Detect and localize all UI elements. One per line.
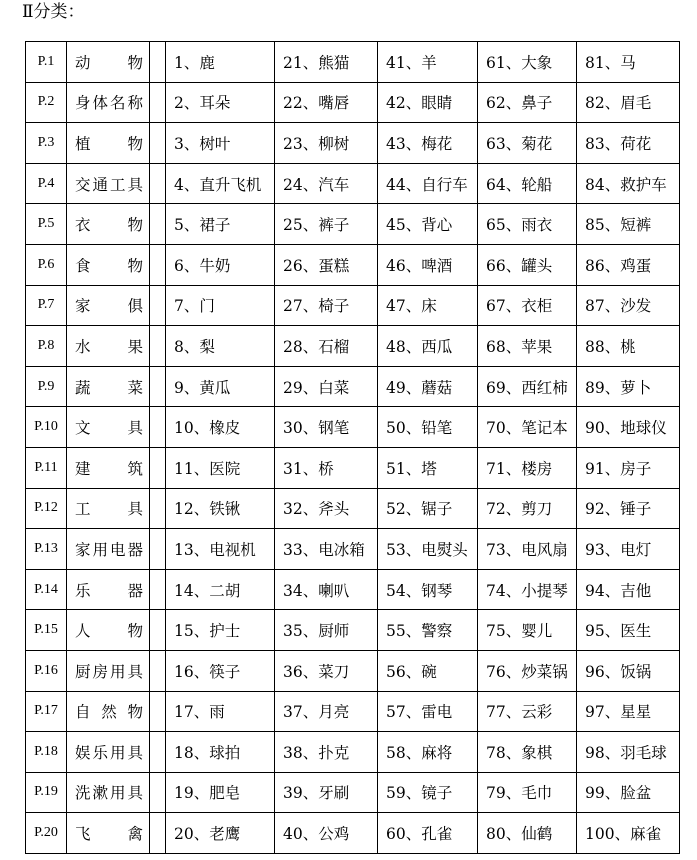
word-cell: 47、床 xyxy=(378,285,478,326)
word-cell: 3、树叶 xyxy=(166,123,275,164)
spacer-cell xyxy=(150,204,166,245)
word-cell: 95、医生 xyxy=(577,610,680,651)
word-cell: 65、雨衣 xyxy=(478,204,577,245)
category-name: 食 物 xyxy=(75,256,143,275)
category-name-cell xyxy=(67,326,150,367)
category-code: P.19 xyxy=(26,772,67,813)
word-cell: 22、嘴唇 xyxy=(275,82,378,123)
category-code: P.14 xyxy=(26,569,67,610)
word-cell: 36、菜刀 xyxy=(275,650,378,691)
word-cell: 19、肥皂 xyxy=(166,772,275,813)
category-name: 工 具 xyxy=(75,500,143,519)
category-name-cell xyxy=(67,569,150,610)
word-cell: 13、电视机 xyxy=(166,529,275,570)
category-code: P.12 xyxy=(26,488,67,529)
category-code: P.2 xyxy=(26,82,67,123)
category-name: 家 用 电 器 xyxy=(75,540,143,559)
word-cell: 92、锤子 xyxy=(577,488,680,529)
word-cell: 90、地球仪 xyxy=(577,407,680,448)
word-cell: 28、石榴 xyxy=(275,326,378,367)
spacer-cell xyxy=(150,610,166,651)
word-cell: 88、桃 xyxy=(577,326,680,367)
word-cell: 57、雷电 xyxy=(378,691,478,732)
word-cell: 43、梅花 xyxy=(378,123,478,164)
table-row xyxy=(26,488,680,529)
spacer-cell xyxy=(150,772,166,813)
word-cell: 70、笔记本 xyxy=(478,407,577,448)
category-name-cell xyxy=(67,691,150,732)
word-cell: 15、护士 xyxy=(166,610,275,651)
category-name: 厨 房 用 具 xyxy=(75,662,143,681)
category-name-cell xyxy=(67,732,150,773)
word-cell: 79、毛巾 xyxy=(478,772,577,813)
word-cell: 80、仙鹤 xyxy=(478,813,577,854)
word-cell: 37、月亮 xyxy=(275,691,378,732)
word-cell: 11、医院 xyxy=(166,447,275,488)
section-heading: Ⅱ分类： xyxy=(22,2,85,22)
table-row xyxy=(26,407,680,448)
word-cell: 42、眼睛 xyxy=(378,82,478,123)
table-row xyxy=(26,326,680,367)
word-cell: 32、斧头 xyxy=(275,488,378,529)
spacer-cell xyxy=(150,244,166,285)
category-code: P.1 xyxy=(26,42,67,83)
word-cell: 40、公鸡 xyxy=(275,813,378,854)
category-name: 建 筑 xyxy=(75,459,143,478)
word-cell: 30、钢笔 xyxy=(275,407,378,448)
category-name-cell xyxy=(67,447,150,488)
category-name: 水 果 xyxy=(75,337,143,356)
word-cell: 84、救护车 xyxy=(577,163,680,204)
word-cell: 33、电冰箱 xyxy=(275,529,378,570)
word-cell: 83、荷花 xyxy=(577,123,680,164)
category-code: P.3 xyxy=(26,123,67,164)
word-cell: 60、孔雀 xyxy=(378,813,478,854)
word-cell: 6、牛奶 xyxy=(166,244,275,285)
category-name: 蔬 菜 xyxy=(75,378,143,397)
word-cell: 23、柳树 xyxy=(275,123,378,164)
classification-table xyxy=(25,41,680,854)
word-cell: 76、炒菜锅 xyxy=(478,650,577,691)
category-name-cell xyxy=(67,82,150,123)
word-cell: 49、蘑菇 xyxy=(378,366,478,407)
spacer-cell xyxy=(150,163,166,204)
word-cell: 94、吉他 xyxy=(577,569,680,610)
spacer-cell xyxy=(150,691,166,732)
word-cell: 45、背心 xyxy=(378,204,478,245)
table-row xyxy=(26,610,680,651)
category-code: P.16 xyxy=(26,650,67,691)
word-cell: 18、球拍 xyxy=(166,732,275,773)
category-name-cell xyxy=(67,244,150,285)
word-cell: 16、筷子 xyxy=(166,650,275,691)
word-cell: 39、牙刷 xyxy=(275,772,378,813)
word-cell: 35、厨师 xyxy=(275,610,378,651)
word-cell: 44、自行车 xyxy=(378,163,478,204)
table-row xyxy=(26,163,680,204)
word-cell: 26、蛋糕 xyxy=(275,244,378,285)
table-row xyxy=(26,813,680,854)
category-name-cell xyxy=(67,813,150,854)
category-name-cell xyxy=(67,285,150,326)
spacer-cell xyxy=(150,488,166,529)
category-name: 文 具 xyxy=(75,419,143,438)
word-cell: 67、衣柜 xyxy=(478,285,577,326)
word-cell: 61、大象 xyxy=(478,42,577,83)
word-cell: 20、老鹰 xyxy=(166,813,275,854)
category-name: 飞 禽 xyxy=(75,825,143,844)
category-name-cell xyxy=(67,42,150,83)
word-cell: 78、象棋 xyxy=(478,732,577,773)
word-cell: 56、碗 xyxy=(378,650,478,691)
word-cell: 86、鸡蛋 xyxy=(577,244,680,285)
category-name: 自 然 物 xyxy=(75,703,143,722)
category-code: P.9 xyxy=(26,366,67,407)
word-cell: 93、电灯 xyxy=(577,529,680,570)
word-cell: 14、二胡 xyxy=(166,569,275,610)
word-cell: 97、星星 xyxy=(577,691,680,732)
word-cell: 1、鹿 xyxy=(166,42,275,83)
spacer-cell xyxy=(150,407,166,448)
spacer-cell xyxy=(150,813,166,854)
category-name-cell xyxy=(67,366,150,407)
spacer-cell xyxy=(150,366,166,407)
word-cell: 25、裤子 xyxy=(275,204,378,245)
word-cell: 4、直升飞机 xyxy=(166,163,275,204)
category-code: P.11 xyxy=(26,447,67,488)
word-cell: 100、麻雀 xyxy=(577,813,680,854)
spacer-cell xyxy=(150,732,166,773)
category-code: P.8 xyxy=(26,326,67,367)
word-cell: 89、萝卜 xyxy=(577,366,680,407)
word-cell: 9、黄瓜 xyxy=(166,366,275,407)
spacer-cell xyxy=(150,82,166,123)
word-cell: 10、橡皮 xyxy=(166,407,275,448)
category-name-cell xyxy=(67,610,150,651)
word-cell: 68、苹果 xyxy=(478,326,577,367)
word-cell: 66、罐头 xyxy=(478,244,577,285)
word-cell: 7、门 xyxy=(166,285,275,326)
word-cell: 75、婴儿 xyxy=(478,610,577,651)
category-code: P.10 xyxy=(26,407,67,448)
spacer-cell xyxy=(150,529,166,570)
word-cell: 64、轮船 xyxy=(478,163,577,204)
table-row xyxy=(26,529,680,570)
category-name: 交 通 工 具 xyxy=(75,175,143,194)
word-cell: 69、西红柿 xyxy=(478,366,577,407)
word-cell: 81、马 xyxy=(577,42,680,83)
category-name: 洗 漱 用 具 xyxy=(75,784,143,803)
category-name-cell xyxy=(67,407,150,448)
word-cell: 87、沙发 xyxy=(577,285,680,326)
word-cell: 52、锯子 xyxy=(378,488,478,529)
word-cell: 12、铁锹 xyxy=(166,488,275,529)
word-cell: 74、小提琴 xyxy=(478,569,577,610)
word-cell: 24、汽车 xyxy=(275,163,378,204)
category-code: P.17 xyxy=(26,691,67,732)
table-row xyxy=(26,650,680,691)
word-cell: 53、电熨头 xyxy=(378,529,478,570)
category-name: 人 物 xyxy=(75,622,143,641)
table-row xyxy=(26,691,680,732)
category-name-cell xyxy=(67,163,150,204)
table-row xyxy=(26,447,680,488)
word-cell: 21、熊猫 xyxy=(275,42,378,83)
table-row xyxy=(26,123,680,164)
category-name: 身 体 名 称 xyxy=(75,94,143,113)
word-cell: 63、菊花 xyxy=(478,123,577,164)
category-name-cell xyxy=(67,772,150,813)
word-cell: 72、剪刀 xyxy=(478,488,577,529)
word-cell: 91、房子 xyxy=(577,447,680,488)
category-code: P.13 xyxy=(26,529,67,570)
table-row xyxy=(26,244,680,285)
word-cell: 51、塔 xyxy=(378,447,478,488)
category-name-cell xyxy=(67,204,150,245)
spacer-cell xyxy=(150,326,166,367)
word-cell: 34、喇叭 xyxy=(275,569,378,610)
category-code: P.5 xyxy=(26,204,67,245)
spacer-cell xyxy=(150,650,166,691)
category-name-cell xyxy=(67,488,150,529)
word-cell: 46、啤酒 xyxy=(378,244,478,285)
category-code: P.15 xyxy=(26,610,67,651)
category-name: 娱 乐 用 具 xyxy=(75,743,143,762)
word-cell: 82、眉毛 xyxy=(577,82,680,123)
table-row xyxy=(26,569,680,610)
word-cell: 50、铅笔 xyxy=(378,407,478,448)
word-cell: 2、耳朵 xyxy=(166,82,275,123)
word-cell: 5、裙子 xyxy=(166,204,275,245)
category-name-cell xyxy=(67,650,150,691)
word-cell: 41、羊 xyxy=(378,42,478,83)
category-code: P.7 xyxy=(26,285,67,326)
spacer-cell xyxy=(150,447,166,488)
category-code: P.18 xyxy=(26,732,67,773)
spacer-cell xyxy=(150,285,166,326)
category-name-cell xyxy=(67,529,150,570)
category-name: 家 俱 xyxy=(75,297,143,316)
category-code: P.6 xyxy=(26,244,67,285)
word-cell: 31、桥 xyxy=(275,447,378,488)
word-cell: 55、警察 xyxy=(378,610,478,651)
word-cell: 8、梨 xyxy=(166,326,275,367)
word-cell: 27、椅子 xyxy=(275,285,378,326)
word-cell: 96、饭锅 xyxy=(577,650,680,691)
word-cell: 59、镜子 xyxy=(378,772,478,813)
word-cell: 54、钢琴 xyxy=(378,569,478,610)
word-cell: 77、云彩 xyxy=(478,691,577,732)
word-cell: 62、鼻子 xyxy=(478,82,577,123)
word-cell: 71、楼房 xyxy=(478,447,577,488)
table-row xyxy=(26,42,680,83)
word-cell: 99、脸盆 xyxy=(577,772,680,813)
category-code: P.4 xyxy=(26,163,67,204)
category-name: 乐 器 xyxy=(75,581,143,600)
table-row xyxy=(26,82,680,123)
word-cell: 48、西瓜 xyxy=(378,326,478,367)
word-cell: 98、羽毛球 xyxy=(577,732,680,773)
word-cell: 29、白菜 xyxy=(275,366,378,407)
word-cell: 17、雨 xyxy=(166,691,275,732)
category-name: 动 物 xyxy=(75,53,143,72)
category-name: 衣 物 xyxy=(75,216,143,235)
category-name-cell xyxy=(67,123,150,164)
word-cell: 73、电风扇 xyxy=(478,529,577,570)
spacer-cell xyxy=(150,42,166,83)
table-row xyxy=(26,204,680,245)
spacer-cell xyxy=(150,123,166,164)
table-row xyxy=(26,772,680,813)
table-row xyxy=(26,732,680,773)
word-cell: 58、麻将 xyxy=(378,732,478,773)
category-code: P.20 xyxy=(26,813,67,854)
word-cell: 85、短裤 xyxy=(577,204,680,245)
category-name: 植 物 xyxy=(75,134,143,153)
table-row xyxy=(26,366,680,407)
spacer-cell xyxy=(150,569,166,610)
table-row xyxy=(26,285,680,326)
word-cell: 38、扑克 xyxy=(275,732,378,773)
